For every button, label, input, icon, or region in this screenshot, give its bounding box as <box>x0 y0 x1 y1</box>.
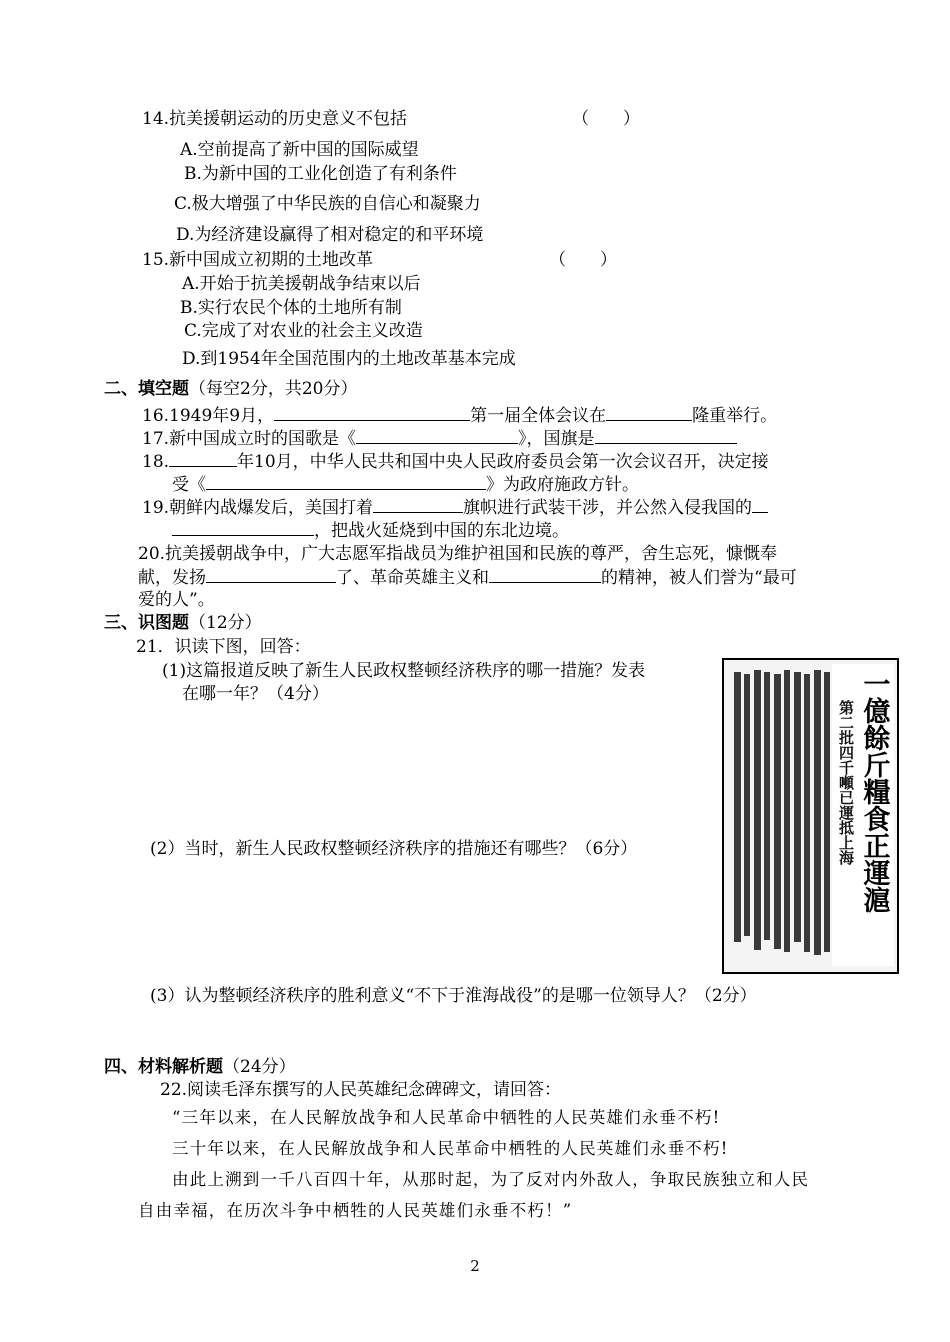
q19-line-2 <box>172 519 569 542</box>
q14-answer-paren: （ ） <box>572 109 640 129</box>
section-2-title: 二、填空题 <box>104 379 189 399</box>
q22-stem: 22.阅读毛泽东撰写的人民英雄纪念碑碑文，请回答： <box>160 1080 562 1100</box>
q19-text-a: 19.朝鲜内战爆发后，美国打着 <box>142 498 374 518</box>
q18-blank-1[interactable] <box>169 450 237 467</box>
q22-quote-line-3: 由此上溯到一千八百四十年，从那时起，为了反对内外敌人，争取民族独立和人民 <box>172 1170 810 1189</box>
q19-blank-1[interactable] <box>373 496 463 513</box>
q19-text-c: ，把战火延烧到中国的东北边境。 <box>314 521 569 541</box>
q16-blank-1[interactable] <box>274 404 470 421</box>
q18-blank-2[interactable] <box>206 473 486 490</box>
section-2-heading <box>104 378 357 400</box>
q17-text-b: 》，国旗是 <box>518 429 595 449</box>
q17-blank-2[interactable] <box>595 427 737 444</box>
section-3-score: （12分） <box>189 613 262 633</box>
q15-option-c: C.完成了对农业的社会主义改造 <box>184 321 423 341</box>
q20-text-b: 献，发扬 <box>138 568 206 588</box>
q19-blank-2[interactable] <box>172 519 314 536</box>
q17-line <box>142 427 737 450</box>
q21-part1-line1: (1)这篇报道反映了新生人民政权整顿经济秩序的哪一措施？发表 <box>162 661 646 681</box>
q14-option-c: C.极大增强了中华民族的自信心和凝聚力 <box>174 194 481 214</box>
q22-quote-line-1: “三年以来，在人民解放战争和人民革命中牺牲的人民英雄们永垂不朽! <box>172 1108 721 1127</box>
q15-option-a: A.开始于抗美援朝战争结束以后 <box>182 274 421 294</box>
section-2-score: （每空2分，共20分） <box>189 379 358 399</box>
q20-text-d: 的精神，被人们誉为“最可 <box>601 568 797 588</box>
q20-blank-1[interactable] <box>206 566 336 583</box>
q16-text-c: 隆重举行。 <box>692 406 778 426</box>
q14-option-a: A.空前提高了新中国的国际威望 <box>180 140 419 160</box>
page-number: 2 <box>470 1257 480 1275</box>
q20-line-3: 爱的人”。 <box>138 590 215 610</box>
newspaper-headline: 一億餘斤糧食正運滬 <box>858 670 890 913</box>
q14-stem: 14.抗美援朝运动的历史意义不包括 <box>142 109 408 129</box>
q21-part2: (2）当时，新生人民政权整顿经济秩序的措施还有哪些？（6分） <box>150 839 638 859</box>
q15-option-d: D.到1954年全国范围内的土地改革基本完成 <box>182 349 516 369</box>
q21-part3: (3）认为整顿经济秩序的胜利意义“不下于淮海战役”的是哪一位领导人？（2分） <box>150 986 757 1006</box>
newspaper-subheadline: 第二批四千噸已運抵上海 <box>837 700 855 865</box>
q19-text-b: 旗帜进行武装干涉，并公然入侵我国的 <box>463 498 753 518</box>
q17-text-a: 17.新中国成立时的国歌是《 <box>142 429 357 449</box>
section-4-title: 四、材料解析题 <box>104 1057 223 1077</box>
q20-blank-2[interactable] <box>489 566 601 583</box>
q21-stem: 21．识读下图，回答： <box>136 637 311 657</box>
newspaper-clipping-graphic <box>724 660 897 972</box>
newspaper-clipping-image <box>722 658 899 974</box>
section-3-title: 三、识图题 <box>104 613 189 633</box>
q18-line-2 <box>172 473 639 496</box>
q19-blank-2-start[interactable] <box>752 496 768 513</box>
q15-option-b: B.实行农民个体的土地所有制 <box>180 298 402 318</box>
q20-text-c: 了、革命英雄主义和 <box>336 568 489 588</box>
q16-text-b: 第一届全体会议在 <box>470 406 607 426</box>
section-3-heading <box>104 612 262 634</box>
q18-line-1 <box>142 450 769 473</box>
q16-blank-2[interactable] <box>606 404 692 421</box>
q20-line-2 <box>138 566 797 589</box>
q18-text-c: 受《 <box>172 475 206 495</box>
q14-option-b: B.为新中国的工业化创造了有利条件 <box>184 164 457 184</box>
q15-answer-paren: （ ） <box>549 250 617 270</box>
q21-part1-line2: 在哪一年？（4分） <box>182 684 329 704</box>
section-4-heading <box>104 1056 296 1078</box>
q22-quote-line-4: 自由幸福，在历次斗争中栖牲的人民英雄们永垂不朽！” <box>138 1201 573 1220</box>
q18-text-a: 18. <box>142 452 170 472</box>
q17-blank-1[interactable] <box>356 427 518 444</box>
q15-stem: 15.新中国成立初期的土地改革 <box>142 250 374 270</box>
section-4-score: （24分） <box>223 1057 296 1077</box>
q22-quote-line-2: 三十年以来，在人民解放战争和人民革命中栖牲的人民英雄们永垂不朽! <box>172 1139 729 1158</box>
q16-text-a: 16.1949年9月， <box>142 406 275 426</box>
q16-line <box>142 404 777 427</box>
q14-option-d: D.为经济建设赢得了相对稳定的和平环境 <box>176 225 484 245</box>
q19-line-1 <box>142 496 768 519</box>
q20-line-1: 20.抗美援朝战争中，广大志愿军指战员为维护祖国和民族的尊严，舍生忘死，慷慨奉 <box>138 544 778 564</box>
q18-text-b: 年10月，中华人民共和国中央人民政府委员会第一次会议召开，决定接 <box>237 452 769 472</box>
q18-text-d: 》为政府施政方针。 <box>486 475 639 495</box>
